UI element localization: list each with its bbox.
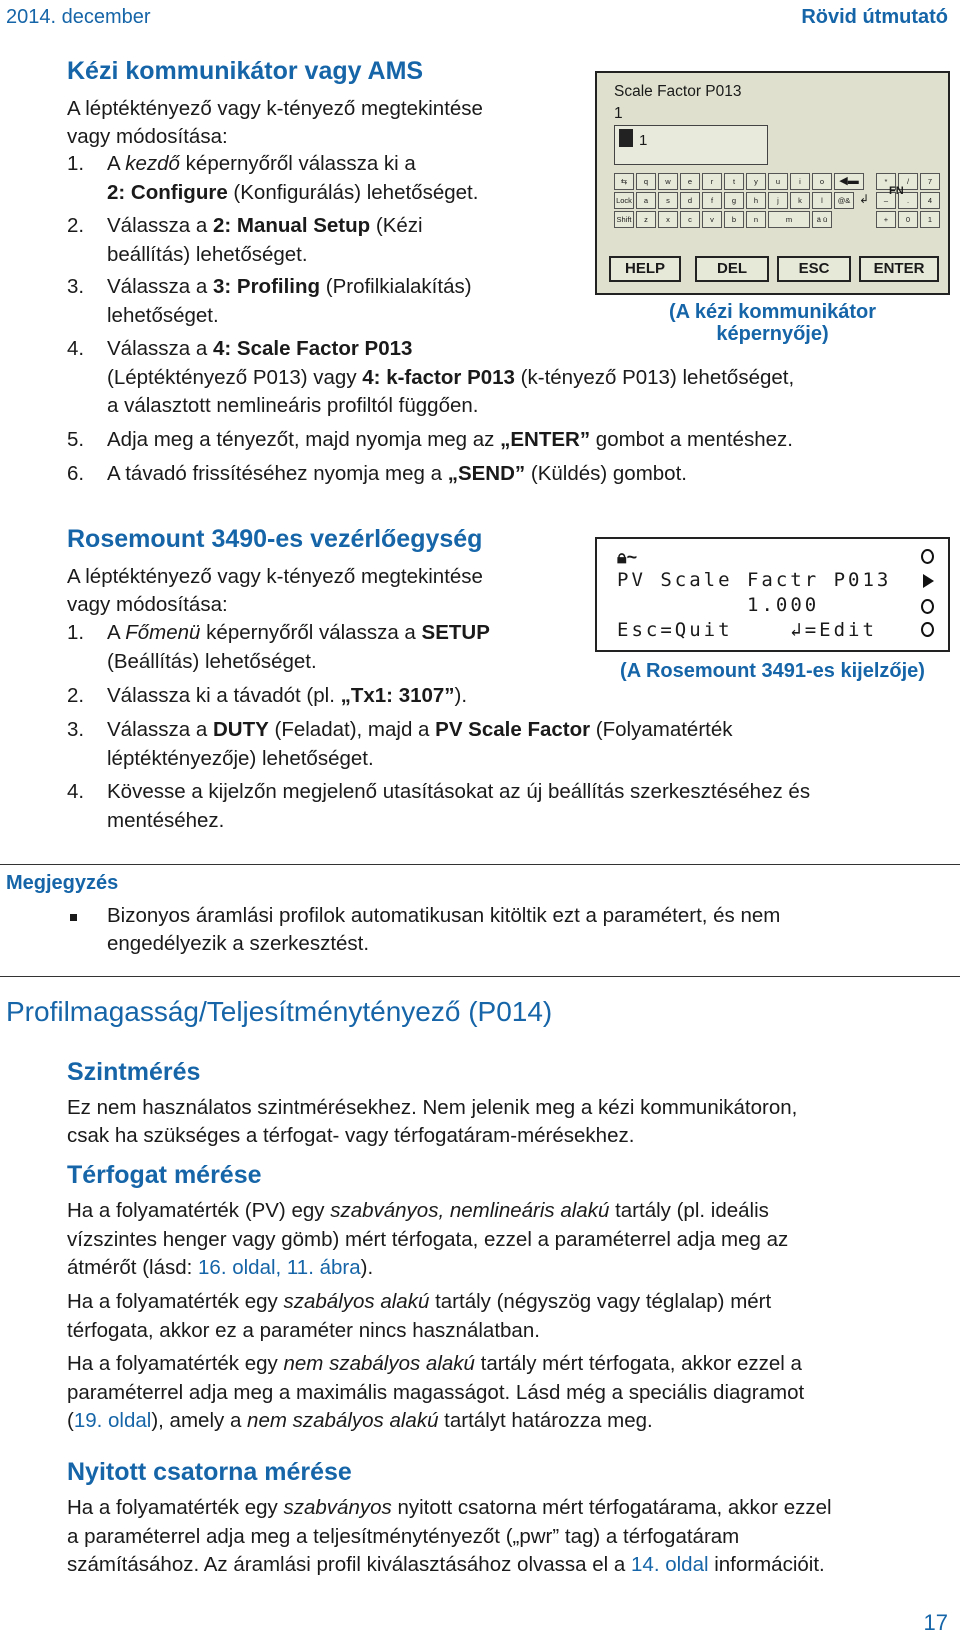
link-page-19[interactable]: 19. oldal <box>73 1409 152 1432</box>
lock-key[interactable]: Lock <box>614 192 634 209</box>
key[interactable]: c <box>680 211 700 228</box>
enter-icon: ↲ <box>790 619 805 641</box>
selection-arrow-icon <box>923 574 934 588</box>
sec2-intro-1: A léptéktényező vagy k-tényező megtekintése <box>67 565 483 588</box>
enter-key-icon[interactable]: ↲ <box>858 192 870 206</box>
subsection-title-level: Szintmérés <box>67 1058 201 1086</box>
section-title-profile: Profilmagasság/Teljesítménytényező (P014) <box>6 996 553 1027</box>
header-date: 2014. december <box>6 6 151 28</box>
step-number: 2. <box>67 214 85 237</box>
key[interactable]: @& <box>834 192 854 209</box>
shift-key[interactable]: Shift <box>614 211 634 228</box>
key[interactable]: i <box>790 173 810 190</box>
step-number: 3. <box>67 718 85 741</box>
communicator-caption: (A kézi kommunikátor képernyője) <box>668 301 877 345</box>
key[interactable]: 7 <box>920 173 940 190</box>
step-text: Válassza a 2: Manual Setup (Kézi beállítás) lehetőséget. <box>107 214 423 266</box>
divider <box>0 976 960 977</box>
key[interactable]: 1 <box>920 211 940 228</box>
key[interactable]: r <box>702 173 722 190</box>
del-button[interactable]: DEL <box>695 256 769 282</box>
key[interactable]: / <box>898 173 918 190</box>
key[interactable]: t <box>724 173 744 190</box>
paragraph-volume-3: Ha a folyamatérték egy nem szabályos alakú tartály mért térfogata, akkor ezzel a paraméterrel adja meg a maximális magasságot. Lásd még a speciális diagramot (19. oldal), amely a nem szabályos alakú tartályt határozza meg. <box>67 1352 805 1432</box>
step-text: Kövesse a kijelzőn megjelenő utasításokat az új beállítás szerkesztéséhez és mentéséhez. <box>107 780 811 832</box>
step-number: 2. <box>67 684 85 707</box>
step-text: A kezdő képernyőről válassza ki a 2: Configure (Konfigurálás) lehetőséget. <box>107 152 479 204</box>
key[interactable]: + <box>876 211 896 228</box>
key[interactable]: u <box>768 173 788 190</box>
step-number: 3. <box>67 275 85 298</box>
key[interactable]: n <box>746 211 766 228</box>
key[interactable]: k <box>790 192 810 209</box>
step-text: A távadó frissítéséhez nyomja meg a „SEND” (Küldés) gombot. <box>107 462 687 485</box>
backspace-key[interactable]: ◀▬ <box>834 173 864 190</box>
screen-title: Scale Factor P013 <box>614 83 742 100</box>
sec1-intro-2: vagy módosítása: <box>67 125 228 148</box>
key[interactable]: s <box>658 192 678 209</box>
text-cursor <box>619 129 633 147</box>
key[interactable]: b <box>724 211 744 228</box>
key[interactable]: h <box>746 192 766 209</box>
enter-button[interactable]: ENTER <box>859 256 939 282</box>
sec2-intro-2: vagy módosítása: <box>67 593 228 616</box>
bullet-icon <box>70 914 77 921</box>
paragraph-volume-2: Ha a folyamatérték egy szabályos alakú tartály (négyszög vagy téglalap) mért térfogata, akkor ez a paraméter nincs használatban. <box>67 1290 772 1342</box>
step-number: 4. <box>67 780 85 803</box>
subsection-title-open-channel: Nyitott csatorna mérése <box>67 1458 352 1486</box>
step-number: 6. <box>67 462 85 485</box>
lcd-line-2: 1.000 <box>747 594 820 616</box>
key[interactable]: ä ü <box>812 211 832 228</box>
rosemount-lcd-display <box>595 537 950 652</box>
key[interactable]: w <box>658 173 678 190</box>
key[interactable]: g <box>724 192 744 209</box>
input-value: 1 <box>639 132 648 149</box>
lcd-line-1: PV Scale Factr P013 <box>617 569 892 591</box>
key[interactable]: a <box>636 192 656 209</box>
step-text: Adja meg a tényezőt, majd nyomja meg az „ENTER” gombot a mentéshez. <box>107 428 793 451</box>
sec1-intro-1: A léptéktényező vagy k-tényező megtekintése <box>67 97 483 120</box>
indicator-circle-icon <box>921 599 934 614</box>
key[interactable]: y <box>746 173 766 190</box>
lcd-caption: (A Rosemount 3491-es kijelzője) <box>620 660 925 682</box>
note-text-1: Bizonyos áramlási profilok automatikusan kitöltik ezt a paramétert, és nem <box>107 904 781 927</box>
link-page-14[interactable]: 14. oldal <box>631 1553 709 1576</box>
step-number: 1. <box>67 152 85 175</box>
link-page-16[interactable]: 16. oldal, 11. ábra <box>198 1256 361 1279</box>
key[interactable]: j <box>768 192 788 209</box>
screen-value: 1 <box>614 105 623 122</box>
header-guide-title: Rövid útmutató <box>801 6 948 28</box>
communicator-screen <box>595 71 950 295</box>
step-text: Válassza a 4: Scale Factor P013 (Léptéktényező P013) vagy 4: k-factor P013 (k-tényező P013) lehetőséget, a választott nemlineáris profiltól függően. <box>107 337 795 417</box>
key[interactable]: f <box>702 192 722 209</box>
step-number: 4. <box>67 337 85 360</box>
esc-button[interactable]: ESC <box>777 256 851 282</box>
key[interactable]: v <box>702 211 722 228</box>
section-title-rosemount: Rosemount 3490-es vezérlőegység <box>67 525 483 553</box>
key[interactable]: – <box>876 192 896 209</box>
indicator-circle-icon <box>921 549 934 564</box>
key[interactable]: l <box>812 192 832 209</box>
indicator-circle-icon <box>921 622 934 637</box>
step-text: A Főmenü képernyőről válassza a SETUP (Beállítás) lehetőséget. <box>107 621 490 673</box>
lcd-line-3: Esc=Quit ↲=Edit <box>617 619 877 641</box>
fn-key[interactable]: FN <box>889 185 904 197</box>
paragraph-level-2: csak ha szükséges a térfogat- vagy térfogatáram-mérésekhez. <box>67 1124 635 1147</box>
space-key[interactable]: m <box>768 211 810 228</box>
key[interactable]: 4 <box>920 192 940 209</box>
paragraph-open-channel: Ha a folyamatérték egy szabványos nyitott csatorna mért térfogatárama, akkor ezzel a paraméterrel adja meg a teljesítménytényezőt („pwr” tag) a térfogatáram számításához. Az áramlási profil kiválasztásához olvassa el a 14. oldal információit. <box>67 1496 832 1576</box>
section-title-communicator: Kézi kommunikátor vagy AMS <box>67 57 424 85</box>
key[interactable]: e <box>680 173 700 190</box>
help-button[interactable]: HELP <box>609 256 681 282</box>
key[interactable]: q <box>636 173 656 190</box>
key[interactable]: z <box>636 211 656 228</box>
value-input[interactable] <box>614 125 768 165</box>
paragraph-level-1: Ez nem használatos szintmérésekhez. Nem jelenik meg a kézi kommunikátoron, <box>67 1096 798 1119</box>
key[interactable]: 0 <box>898 211 918 228</box>
step-text: Válassza a 3: Profiling (Profilkialakítás) lehetőséget. <box>107 275 472 327</box>
step-text: Válassza a DUTY (Feladat), majd a PV Scale Factor (Folyamatérték léptéktényezője) lehetőséget. <box>107 718 733 770</box>
page-number: 17 <box>923 1610 948 1635</box>
key[interactable]: * <box>876 173 896 190</box>
step-number: 5. <box>67 428 85 451</box>
key[interactable]: o <box>812 173 832 190</box>
tab-key[interactable]: ⇆ <box>614 173 634 190</box>
step-text: Válassza ki a távadót (pl. „Tx1: 3107”). <box>107 684 468 707</box>
key[interactable]: d <box>680 192 700 209</box>
subsection-title-volume: Térfogat mérése <box>67 1161 262 1189</box>
divider <box>0 864 960 865</box>
key[interactable]: . <box>898 192 918 209</box>
lock-icon: 🔒︎~ <box>617 547 638 567</box>
note-label: Megjegyzés <box>6 872 119 894</box>
step-number: 1. <box>67 621 85 644</box>
paragraph-volume-1: Ha a folyamatérték (PV) egy szabványos, nemlineáris alakú tartály (pl. ideális vízszintes henger vagy gömb) mért térfogata, ezzel a paraméterrel adja meg az átmérőt (lásd: 16. oldal, 11. ábra). <box>67 1199 789 1279</box>
key[interactable]: x <box>658 211 678 228</box>
note-text-2: engedélyezik a szerkesztést. <box>107 932 370 955</box>
